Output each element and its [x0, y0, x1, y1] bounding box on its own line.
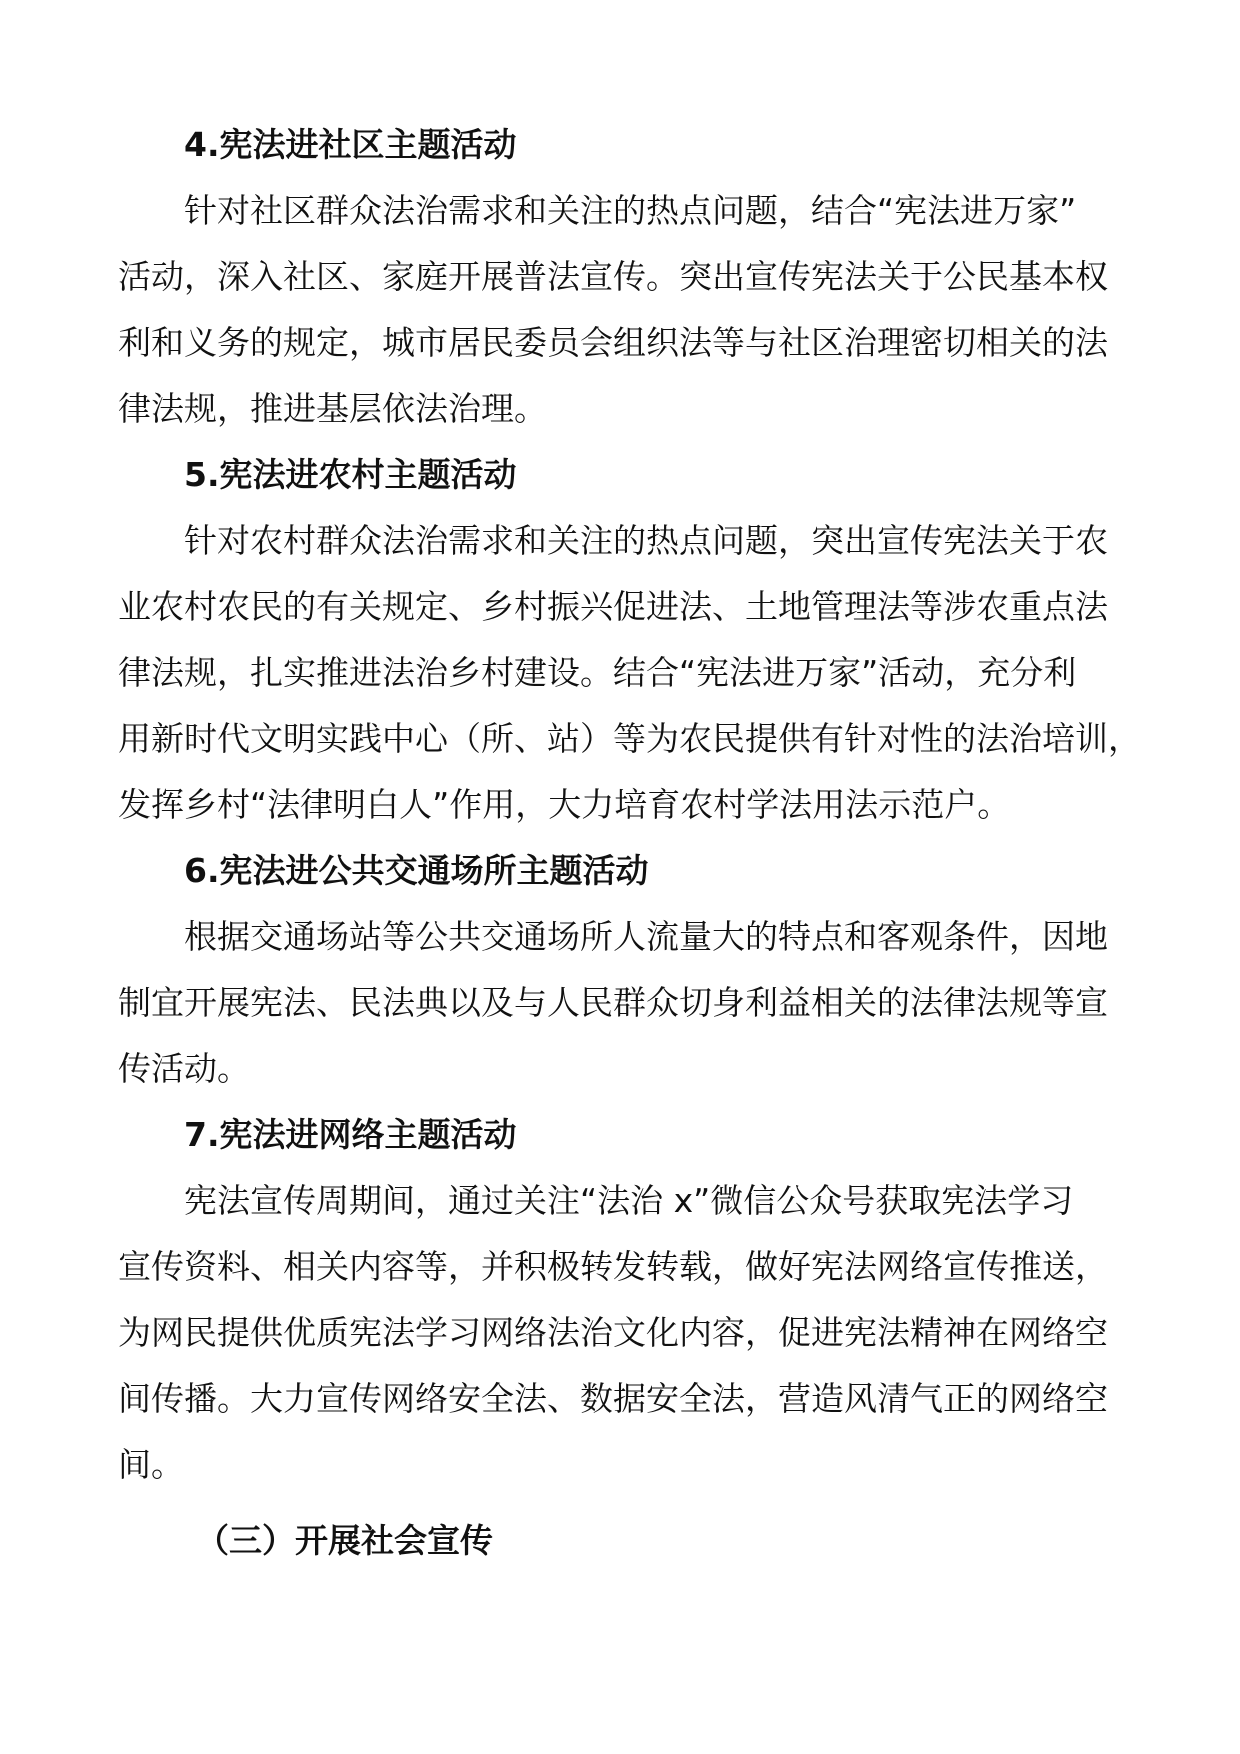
- paragraph-line: 利和义务的规定，城市居民委员会组织法等与社区治理密切相关的法: [118, 323, 1108, 362]
- section-paragraph-4: [118, 178, 1128, 442]
- document-body: [118, 112, 1141, 1574]
- section-heading-6: 6.宪法进公共交通场所主题活动: [184, 851, 649, 890]
- paragraph-line: 间。: [118, 1445, 184, 1484]
- paragraph-line: 根据交通场站等公共交通场所人流量大的特点和客观条件，因地: [184, 917, 1108, 956]
- paragraph-line: 发挥乡村“法律明白人”作用，大力培育农村学法用法示范户。: [118, 785, 1011, 824]
- paragraph-line: 针对农村群众法治需求和关注的热点问题，突出宣传宪法关于农: [184, 521, 1108, 560]
- paragraph-line: 宪法宣传周期间，通过关注“法治 x”微信公众号获取宪法学习: [184, 1181, 1074, 1220]
- paragraph-line: 间传播。大力宣传网络安全法、数据安全法，营造风清气正的网络空: [118, 1379, 1108, 1418]
- paragraph-line: 制宜开展宪法、民法典以及与人民群众切身利益相关的法律法规等宣: [118, 983, 1108, 1022]
- section-paragraph-7: [118, 1168, 1128, 1498]
- paragraph-line: 律法规，推进基层依法治理。: [118, 389, 547, 428]
- section-heading-5: 5.宪法进农村主题活动: [184, 455, 517, 494]
- paragraph-line: 针对社区群众法治需求和关注的热点问题，结合“宪法进万家”: [184, 191, 1077, 230]
- part-three-heading: （三）开展社会宣传: [196, 1521, 493, 1560]
- paragraph-line: 活动，深入社区、家庭开展普法宣传。突出宣传宪法关于公民基本权: [118, 257, 1108, 296]
- section-heading-4: 4.宪法进社区主题活动: [184, 125, 517, 164]
- paragraph-line: 为网民提供优质宪法学习网络法治文化内容，促进宪法精神在网络空: [118, 1313, 1108, 1352]
- section-paragraph-5: [118, 508, 1141, 838]
- paragraph-line: 用新时代文明实践中心（所、站）等为农民提供有针对性的法治培训，: [118, 719, 1141, 758]
- paragraph-line: 传活动。: [118, 1049, 250, 1088]
- section-heading-7: 7.宪法进网络主题活动: [184, 1115, 517, 1154]
- paragraph-line: 律法规，扎实推进法治乡村建设。结合“宪法进万家”活动，充分利: [118, 653, 1077, 692]
- paragraph-line: 业农村农民的有关规定、乡村振兴促进法、土地管理法等涉农重点法: [118, 587, 1108, 626]
- paragraph-line: 宣传资料、相关内容等，并积极转发转载，做好宪法网络宣传推送，: [118, 1247, 1108, 1286]
- section-paragraph-6: [118, 904, 1128, 1102]
